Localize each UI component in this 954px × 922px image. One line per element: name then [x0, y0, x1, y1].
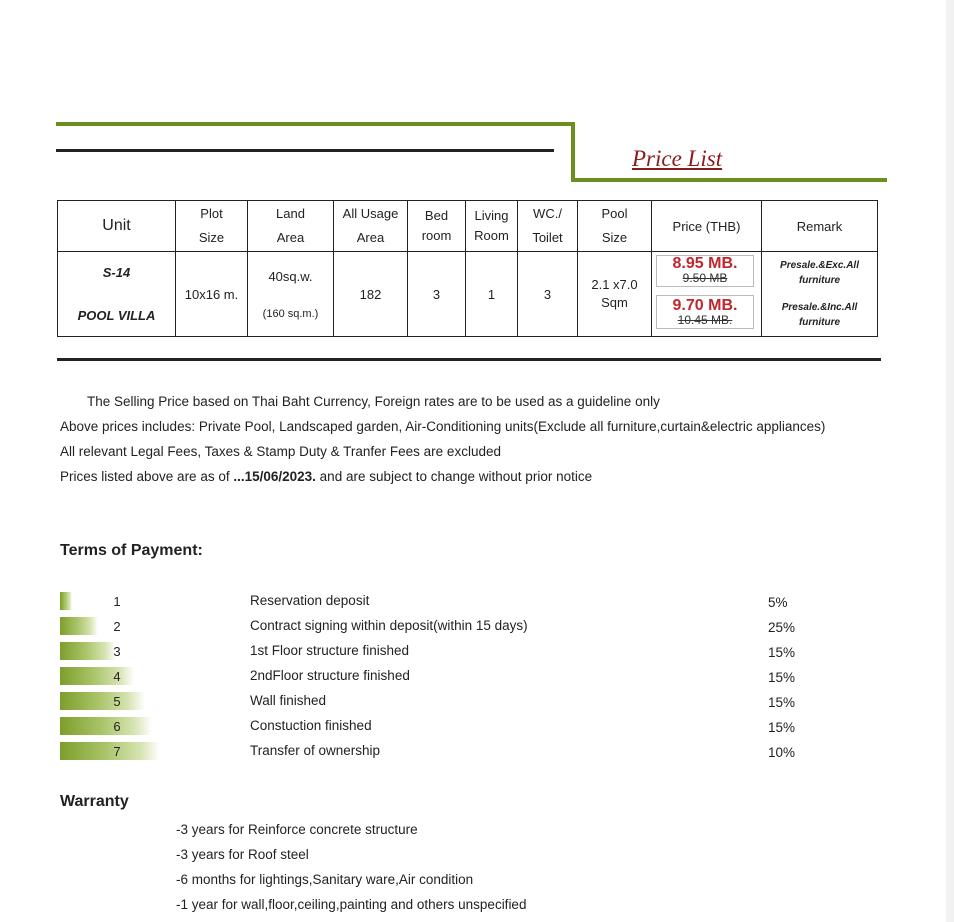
header-green-line-bottom — [571, 178, 887, 182]
header-price: Price (THB) — [652, 201, 762, 252]
cell-price — [652, 252, 762, 337]
payment-bar-4 — [60, 667, 134, 685]
note-currency: The Selling Price based on Thai Baht Currency, Foreign rates are to be used as a guideline only — [87, 394, 660, 409]
payment-stage-percent: 5% — [768, 595, 788, 610]
cell-remark: Presale.&Exc.All furniture Presale.&Inc.All furniture — [762, 252, 878, 337]
warranty-item: -6 months for lightings,Sanitary ware,Air condition — [176, 872, 474, 887]
warranty-item: -3 years for Roof steel — [176, 847, 309, 862]
header-unit: Unit — [58, 201, 176, 252]
unit-code: S-14 — [102, 265, 131, 280]
header-usage-area: All Usage Area — [334, 201, 408, 252]
payment-stage-number: 4 — [113, 669, 121, 684]
note-fees: All relevant Legal Fees, Taxes & Stamp Duty & Tranfer Fees are excluded — [60, 444, 501, 459]
header-green-line-vertical — [571, 122, 575, 182]
payment-stage-number: 5 — [113, 694, 121, 709]
payment-stage-percent: 15% — [768, 720, 796, 735]
payment-bar-5 — [60, 692, 145, 710]
payment-stage-label: Contract signing within deposit(within 15 days) — [250, 618, 528, 633]
price-table — [57, 200, 878, 337]
price-option-2: 9.70 MB. 10.45 MB. — [656, 295, 754, 329]
header-land-area: Land Area — [248, 201, 334, 252]
cell-living: 1 — [466, 252, 518, 337]
cell-unit — [58, 252, 176, 337]
cell-usage: 182 — [334, 252, 408, 337]
payment-stage-percent: 15% — [768, 695, 796, 710]
page-edge — [946, 0, 954, 922]
payment-stage-label: Transfer of ownership — [250, 743, 381, 758]
price-date: ...15/06/2023. — [233, 469, 316, 484]
header-living-room: Living Room — [466, 201, 518, 252]
table-row — [58, 252, 878, 337]
payment-stage-label: 2ndFloor structure finished — [250, 668, 410, 683]
header-plot-size: Plot Size — [176, 201, 248, 252]
payment-bar-3 — [60, 642, 116, 660]
price-option-1: 8.95 MB. 9.50 MB — [656, 255, 754, 287]
header-remark: Remark — [762, 201, 878, 252]
payment-stage-percent: 25% — [768, 620, 796, 635]
header-green-line-top — [56, 122, 574, 126]
table-header-row — [58, 201, 878, 252]
payment-stage-number: 3 — [113, 644, 121, 659]
header-black-line — [56, 149, 554, 152]
note-includes: Above prices includes: Private Pool, Landscaped garden, Air-Conditioning units(Exclude all furniture,curtain&electric appliances) — [60, 419, 826, 434]
payment-stage-number: 7 — [113, 744, 121, 759]
cell-plot: 10x16 m. — [176, 252, 248, 337]
cell-bed: 3 — [408, 252, 466, 337]
unit-type: POOL VILLA — [77, 308, 156, 323]
header-pool-size: Pool Size — [578, 201, 652, 252]
payment-bar-7 — [60, 742, 160, 760]
payment-bar-2 — [60, 617, 98, 635]
cell-land: 40sq.w. (160 sq.m.) — [248, 252, 334, 337]
payment-stage-label: Reservation deposit — [250, 593, 370, 608]
payment-stage-percent: 10% — [768, 745, 796, 760]
cell-wc: 3 — [518, 252, 578, 337]
payment-stage-number: 2 — [113, 619, 121, 634]
page-title: Price List — [632, 146, 723, 171]
payment-stage-percent: 15% — [768, 670, 796, 685]
payment-stage-percent: 15% — [768, 645, 796, 660]
payment-bar-6 — [60, 717, 152, 735]
warranty-item: -3 years for Reinforce concrete structure — [176, 822, 418, 837]
note-date: Prices listed above are as of ...15/06/2023. and are subject to change without prior notice — [60, 469, 593, 484]
payment-bar-1 — [60, 592, 72, 610]
header-bedroom: Bed room — [408, 201, 466, 252]
payment-stage-label: Constuction finished — [250, 718, 372, 733]
cell-pool: 2.1 x7.0 Sqm — [578, 252, 652, 337]
header-toilet: WC./ Toilet — [518, 201, 578, 252]
table-separator-line — [57, 358, 881, 361]
warranty-title: Warranty — [60, 793, 129, 810]
payment-stage-number: 1 — [113, 594, 121, 609]
warranty-item: -1 year for wall,floor,ceiling,painting and others unspecified — [176, 897, 527, 912]
payment-title: Terms of Payment: — [60, 542, 203, 559]
payment-stage-label: Wall finished — [250, 693, 327, 708]
payment-stage-label: 1st Floor structure finished — [250, 643, 410, 658]
payment-stage-number: 6 — [113, 719, 121, 734]
